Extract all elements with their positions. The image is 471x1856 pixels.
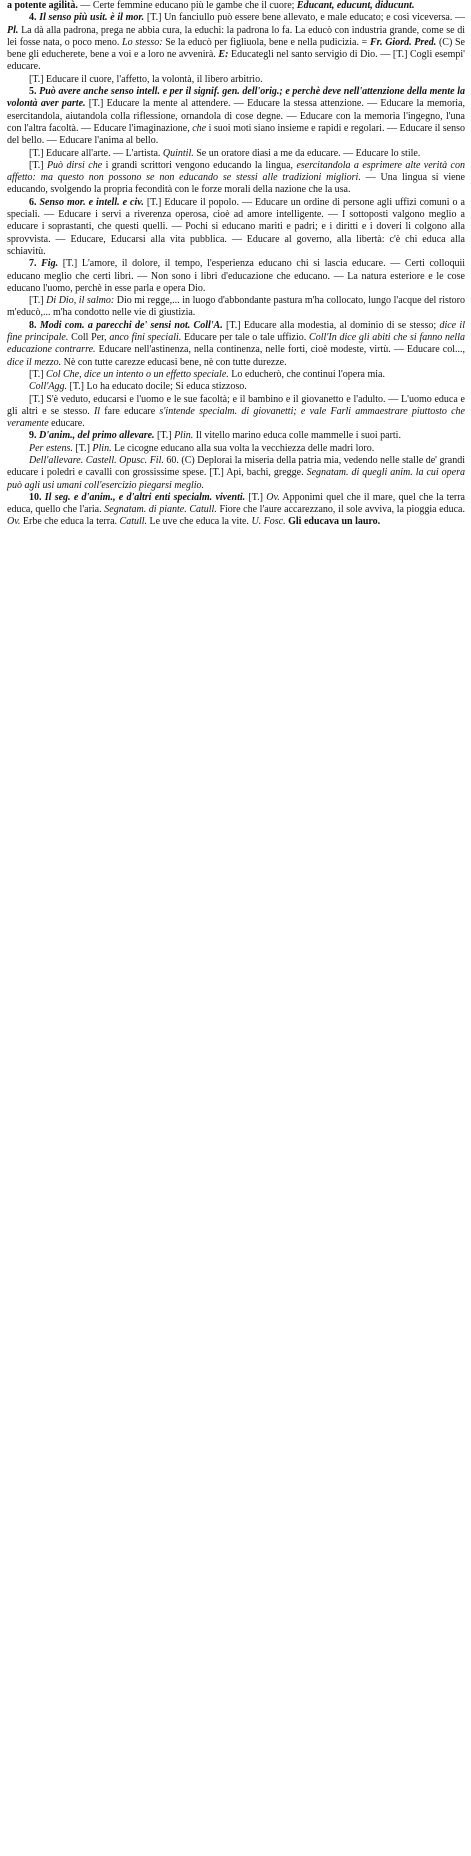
text-segment: Può dirsi che [46, 159, 103, 171]
text-segment: Erbe che educa la terra. [20, 516, 120, 528]
text-segment: [T.] Un fanciullo può essere bene allevato, e male educato; e così viceversa. — [144, 12, 465, 24]
text-segment: Le uve che educa la vite. [147, 516, 252, 528]
text-segment: a potente agilità. [7, 0, 78, 11]
text-segment: Il senso più usit. è il mor. [39, 12, 145, 24]
text-segment: E: [218, 49, 229, 61]
text-segment: 9. [29, 430, 39, 442]
text-segment: Lo educherò, che continui l'opera mia. [228, 368, 385, 380]
text-segment: Educategli nel santo servigio di Dio. — [T.] Cogli esempi' educare. [7, 49, 465, 73]
text-segment: Educare per tale o tale uffizio. [181, 332, 310, 344]
text-segment: La dà alla padrona, prega ne abbia cura, la educhi: la padrona lo fa. La educò con industria grande, come se di lei fosse nata, o poco meno. [7, 24, 465, 48]
text-segment: 6. [29, 196, 40, 208]
text-segment: Ov. [266, 491, 280, 503]
text-segment: fare educare [100, 405, 160, 417]
entry-paragraph-p10 [7, 492, 465, 529]
text-segment: [T.] Educare all'arte. — L'artista. [29, 147, 163, 159]
text-segment: Lo stesso: [122, 36, 163, 48]
text-segment: 7. [29, 258, 42, 270]
text-segment: Segnatam. di quegli anim. la cui opera può agli usi umani coll'esercizio piegarsi meglio. [7, 467, 465, 491]
text-segment: Modi com. a parecchi de' sensi not. Coll'A. [39, 319, 223, 331]
text-segment: Fr. Giord. Pred. [370, 36, 437, 48]
entry-paragraph-p0 [7, 0, 465, 12]
entry-paragraph-p8 [7, 320, 465, 369]
text-segment: Educare nell'astinenza, nella continenza, nelle forti, cioè modeste, virtù. — Educare col..., [95, 344, 465, 356]
text-segment: anco fini speciali. [109, 332, 182, 344]
text-segment: dice il mezzo. [7, 356, 62, 368]
text-segment: [T.] [72, 442, 93, 454]
text-segment: che [192, 122, 207, 134]
text-segment: — Una lingua si viene educando, svolgendo la propria fecondità con le forze morali della nazione che la usa. [7, 172, 465, 196]
text-segment: Coll'Agg. [29, 381, 67, 393]
text-segment: Col Che, dice un intento o un effetto speciale. [46, 368, 229, 380]
entry-paragraph-p4 [7, 12, 465, 73]
text-segment: 4. [29, 12, 40, 24]
text-segment: i suoi moti siano insieme e rapidi e regolari. — Educare il senso del bello. — Educare l'anima al bello. [7, 122, 465, 147]
text-segment: [T.] L'amore, il dolore, il tempo, l'esperienza educano chi si lascia educare. — Certi colloquii educano meglio che certi libri. — Non sono i libri d'educazione che educano. — La natura esteriore e le cose educano l'uomo, perchè in esse parla e opera Dio. [7, 258, 466, 294]
text-segment: [T.] [29, 159, 47, 171]
text-segment: Senso mor. e intell. e civ. [39, 196, 144, 208]
text-segment: Per estens. [29, 442, 73, 454]
text-segment: Fiore che l'aure accarezzano, il sole avviva, la pioggia educa. [216, 504, 465, 516]
text-segment: Coll Per, [68, 332, 110, 344]
entry-paragraph-p5 [7, 86, 465, 147]
text-segment: D'anim., del primo allevare. [39, 430, 155, 442]
text-segment: Il vitello marino educa colle mammelle i suoi parti. [193, 430, 401, 442]
text-segment: [T.] [29, 295, 47, 307]
text-segment: s'intende specialm. di giovanetti; e vale Farli ammaestrare piuttosto che veramente [7, 405, 465, 430]
text-segment: Di Dio, il salmo: [46, 295, 115, 307]
entry-paragraph-p9b [7, 443, 465, 455]
entry-paragraph-p8b [7, 369, 465, 381]
text-segment: Gli educava un lauro. [285, 516, 381, 528]
text-segment: Dell'allevare. Castell. Opusc. Fil. [29, 454, 164, 466]
text-segment: Coll'In dice gli abiti che si fanno nella educazione contrarre. [7, 332, 465, 356]
text-segment: Ov. [7, 516, 21, 528]
text-segment: — Certe femmine educano più le gambe che il cuore; [77, 0, 297, 11]
text-segment: Catull. [119, 516, 148, 528]
text-segment: [T.] Educare il popolo. — Educare un ordine di persone agli uffizi comuni o a speciali. — Educare i servi a riverenza operosa, cioè ad amore intelligente. — I sottoposti valgono meglio a educare i soprastanti, che questi quelli. — Pochi si educano mariti e padri; e i diritti e i doveri li colgono alla sprovvista. — Educare, Educarsi alla vita pubblica. — Educare al governo, alla libertà: c'è chi educa alla schiavitù. [7, 196, 465, 257]
entry-paragraph-p7 [7, 258, 465, 295]
text-segment: i grandi scrittori vengono educando la lingua, [102, 159, 297, 171]
text-segment: Nè con tutte carezze educasi bene, nè con tutte durezze. [61, 356, 287, 368]
text-segment: Apponimi quel che il mare, quel che la terra educa, quello che l'aria. [7, 491, 465, 516]
text-segment: Il [93, 405, 101, 417]
entry-paragraph-p4b [7, 74, 465, 86]
entry-paragraph-p6 [7, 197, 465, 258]
text-segment: Se la educò per figliuola, bene e nella pudicizia. = [162, 36, 370, 48]
text-segment: Dio mi regge,... in luogo d'abbondante pastura m'ha collocato, lungo l'acque del ristoro m'educò,... m'ha condotto nelle vie di giustizia. [7, 295, 466, 319]
entry-paragraph-p9 [7, 430, 465, 442]
text-segment: Il seg. e d'anim., e d'altri enti specialm. viventi. [44, 491, 246, 503]
text-segment: esercitandola a esprimere alte verità con affetto: ma questo non possono se non educando se stessi alle tradizioni migliori. [7, 159, 465, 184]
text-segment: [T.] [154, 430, 175, 442]
text-segment: Fig. [41, 258, 59, 270]
text-segment: Plin. [174, 430, 194, 442]
text-segment: educare. [48, 418, 85, 430]
entry-paragraph-p8d [7, 394, 465, 431]
text-segment: 8. [29, 319, 40, 331]
entry-paragraph-p7b [7, 295, 465, 320]
entry-paragraph-p9c [7, 455, 465, 492]
text-segment: [T.] [245, 491, 267, 503]
text-segment: 60. (C) Deplorai la miseria della patria mia, vedendo nelle stalle de' grandi educare i poledri e cavalli con grossissime spese. [T.] Api, bachi, gregge. [7, 454, 466, 479]
text-segment: (C) Se bene gli educherete, bene a voi e a loro ne avvenirà. [7, 36, 465, 61]
text-segment: 10. [29, 491, 45, 503]
text-segment: Educant, educunt, diducunt. [296, 0, 415, 11]
text-segment: [T.] Educare la mente al attendere. — Educare la stessa attenzione. — Educare la memoria, esercitandola, aiutandola colla riflessione, ornandola di cose degne. — Educare con la memoria l'ingegno, l'una con l'altra facoltà. — Educare l'imaginazione, [7, 98, 465, 134]
text-segment: Segnatam. di piante. Catull. [104, 504, 217, 516]
entry-paragraph-p8c [7, 381, 465, 393]
text-segment: [T.] Educare il cuore, l'affetto, la volontà, il libero arbitrio. [29, 73, 263, 85]
text-segment: Può avere anche senso intell. e per il signif. gen. dell'orig.; e perchè deve nell'attenzione della mente la volontà aver parte. [7, 86, 465, 110]
text-segment: [T.] Lo ha educato docile; Si educa stizzoso. [66, 381, 247, 393]
text-segment: Le cicogne educano alla sua volta la vecchiezza delle madri loro. [111, 442, 375, 454]
text-segment: U. Fosc. [251, 516, 286, 528]
entry-paragraph-p5c [7, 160, 465, 197]
text-segment: [T.] Educare alla modestia, al dominio di se stesso; [222, 319, 440, 331]
text-segment: Se un oratore diasi a me da educare. — Educare lo stile. [193, 147, 421, 159]
text-segment: 5. [29, 86, 40, 98]
text-segment: Pl. [7, 24, 19, 36]
text-segment: [T.] [29, 368, 47, 380]
entry-paragraph-p5b [7, 148, 465, 160]
text-segment: Plin. [92, 442, 112, 454]
text-segment: [T.] S'è veduto, educarsi e l'uomo e le sue facoltà; e il bambino e il giovanetto e l'adulto. — L'uomo educa e gli altri e se stesso. [7, 393, 465, 417]
text-segment: dice il fine principale. [7, 319, 465, 344]
text-segment: Quintil. [162, 147, 194, 159]
